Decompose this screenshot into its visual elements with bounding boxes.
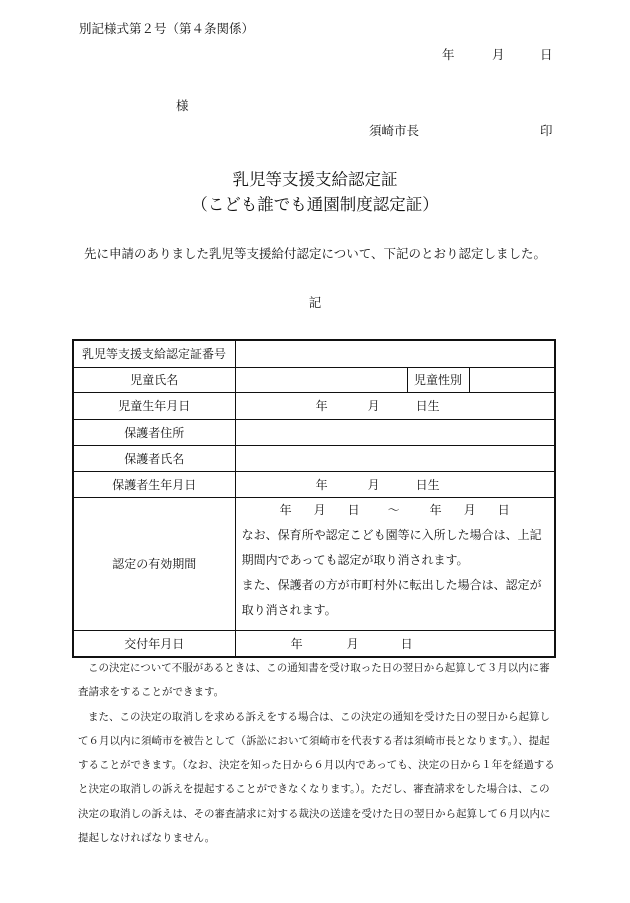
issue-date-value: [235, 630, 555, 657]
child-gender-label: 児童性別: [407, 367, 469, 392]
issue-date-day: 日: [540, 47, 553, 62]
issuer-name: 須崎市長: [369, 123, 420, 138]
guardian-birth-day: 日生: [415, 477, 440, 492]
child-name-value: [235, 367, 407, 392]
validity-note2-line2: 取り消されます。: [241, 602, 337, 617]
issue-date-label: 交付年月日: [73, 630, 235, 657]
guardian-birth-year: 年: [315, 477, 328, 492]
child-birth-month: 月: [367, 399, 380, 413]
guardian-name-label: 保護者氏名: [73, 445, 235, 471]
seal-mark: 印: [540, 123, 553, 138]
validity-from-day: 日: [347, 502, 360, 517]
notes-paragraph-1: この決定について不服があるときは、この通知書を受け取った日の翌日から起算して３月以内に審査請求をすることができます。: [78, 662, 550, 699]
document-subtitle: （こども誰でも通園制度認定証）: [191, 195, 439, 214]
document-title: 乳児等支援支給認定証: [232, 170, 398, 189]
child-gender-value: [469, 367, 555, 392]
guardian-birth-month: 月: [367, 477, 380, 492]
validity-note1-line1: なお、保育所や認定こども園等に入所した場合は、上記: [241, 527, 542, 542]
validity-note1-line2: 期間内であっても認定が取り消されます。: [241, 552, 469, 567]
validity-tilde: ～: [387, 502, 400, 517]
validity-note2-line1: また、保護者の方が市町村外に転出した場合は、認定が: [241, 577, 542, 592]
validity-dates: [242, 498, 550, 523]
issue-date-month: 月: [492, 47, 505, 62]
notes-paragraph-2: また、この決定の取消しを求める訴えをする場合は、この決定の通知を受けた日の翌日から起算して６月以内に須崎市を被告として（訴訟において須崎市を代表する者は須崎市長となります。）、提起することができます。（なお、決定を知った日から６月以内であっても、決定の日から１年を経過すると決定の取消しの訴えを提起することができなくなります。）。ただし、審査請求をした場合は、この決定の取消しの訴えは、その審査請求に対する裁決の送達を受けた日の翌日から起算して６月以内に提起しなければなりません。: [78, 710, 555, 845]
issue-day: 日: [400, 636, 413, 651]
validity-label: 認定の有効期間: [73, 497, 235, 630]
validity-from-month: 月: [313, 502, 326, 517]
validity-to-month: 月: [463, 502, 476, 517]
notes: [78, 656, 556, 850]
form-number: 別記様式第２号（第４条関係）: [79, 21, 255, 36]
guardian-name-value: [235, 445, 555, 471]
issue-year: 年: [290, 636, 303, 651]
child-birth-value: [235, 392, 555, 419]
child-birth-year: 年: [315, 399, 328, 413]
cert-number-value: [235, 340, 555, 367]
validity-to-year: 年: [429, 502, 442, 517]
child-birth-day: 日生: [415, 399, 440, 413]
guardian-address-label: 保護者住所: [73, 419, 235, 445]
addressee-suffix: 様: [176, 98, 189, 113]
validity-to-day: 日: [497, 502, 510, 517]
certificate-table: [72, 339, 556, 658]
issue-month: 月: [346, 636, 359, 651]
child-name-label: 児童氏名: [73, 367, 235, 392]
issue-date-year: 年: [442, 47, 455, 62]
guardian-birth-label: 保護者生年月日: [73, 471, 235, 497]
lead-text: 先に申請のありました乳児等支援給付認定について、下記のとおり認定しました。: [83, 246, 546, 261]
guardian-birth-value: [235, 471, 555, 497]
validity-value: [235, 497, 555, 630]
cert-number-label: 乳児等支援支給認定証番号: [73, 340, 235, 367]
validity-from-year: 年: [279, 502, 292, 517]
ki-heading: 記: [308, 295, 322, 310]
guardian-address-value: [235, 419, 555, 445]
child-birth-label: 児童生年月日: [73, 392, 235, 419]
